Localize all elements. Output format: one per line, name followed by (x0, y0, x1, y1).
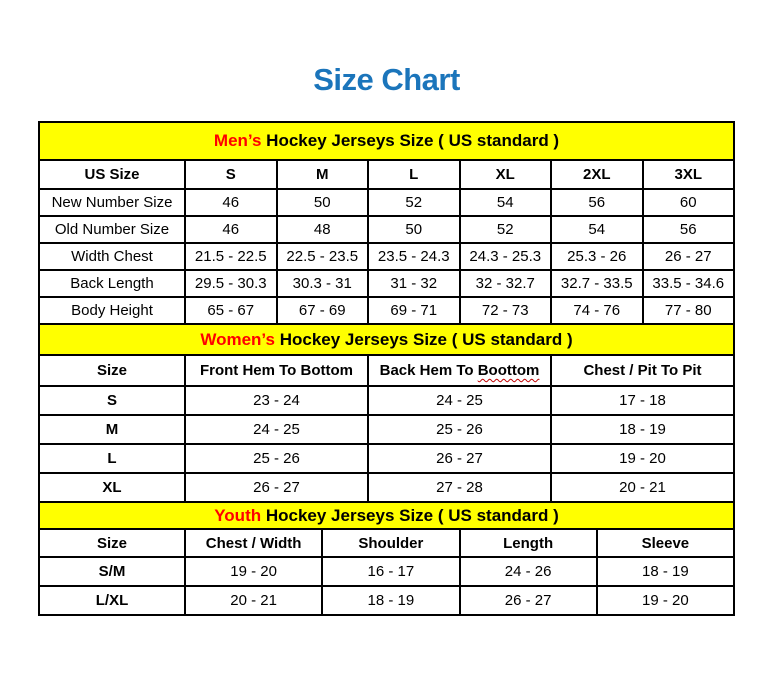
value-cell: 56 (551, 189, 643, 216)
value-cell: 54 (551, 216, 643, 243)
value-cell: 26 - 27 (185, 473, 368, 502)
womens-size-table (38, 354, 735, 503)
size-chart (38, 121, 735, 616)
column-header: L (368, 160, 460, 189)
value-cell: 24 - 25 (368, 386, 551, 415)
value-cell: 18 - 19 (597, 557, 734, 586)
value-cell: 23.5 - 24.3 (368, 243, 460, 270)
column-header: 3XL (643, 160, 735, 189)
misspelled-word: Boottom (477, 362, 540, 379)
value-cell: 26 - 27 (643, 243, 735, 270)
value-cell: 72 - 73 (460, 297, 552, 324)
column-header: Chest / Width (185, 529, 322, 557)
row-label: Body Height (39, 297, 185, 324)
column-header: M (277, 160, 369, 189)
section-heading-womens-accent: Women’s (200, 329, 275, 349)
value-cell: 52 (460, 216, 552, 243)
row-label: Old Number Size (39, 216, 185, 243)
value-cell: 18 - 19 (551, 415, 734, 444)
value-cell: 20 - 21 (551, 473, 734, 502)
mens-size-table (38, 159, 735, 325)
table-row (39, 415, 734, 444)
column-header: Size (39, 355, 185, 386)
column-header: Chest / Pit To Pit (551, 355, 734, 386)
value-cell: 50 (277, 189, 369, 216)
row-label: New Number Size (39, 189, 185, 216)
section-heading-mens (38, 121, 735, 161)
value-cell: 52 (368, 189, 460, 216)
header-row (39, 355, 734, 386)
value-cell: 25 - 26 (368, 415, 551, 444)
table-row (39, 297, 734, 324)
value-cell: 65 - 67 (185, 297, 277, 324)
value-cell: 60 (643, 189, 735, 216)
column-header: Shoulder (322, 529, 459, 557)
value-cell: 77 - 80 (643, 297, 735, 324)
value-cell: 19 - 20 (551, 444, 734, 473)
value-cell: 56 (643, 216, 735, 243)
table-row (39, 557, 734, 586)
value-cell: 54 (460, 189, 552, 216)
column-header: 2XL (551, 160, 643, 189)
column-header: Front Hem To Bottom (185, 355, 368, 386)
row-label: XL (39, 473, 185, 502)
value-cell: 48 (277, 216, 369, 243)
youth-size-table (38, 528, 735, 616)
column-header: Back Hem To Boottom (368, 355, 551, 386)
page-title: Size Chart (313, 62, 460, 97)
column-header: Length (460, 529, 597, 557)
value-cell: 33.5 - 34.6 (643, 270, 735, 297)
value-cell: 25.3 - 26 (551, 243, 643, 270)
value-cell: 25 - 26 (185, 444, 368, 473)
value-cell: 46 (185, 216, 277, 243)
column-header: S (185, 160, 277, 189)
value-cell: 67 - 69 (277, 297, 369, 324)
value-cell: 32 - 32.7 (460, 270, 552, 297)
column-header: XL (460, 160, 552, 189)
row-label: L/XL (39, 586, 185, 615)
row-label: L (39, 444, 185, 473)
header-row (39, 529, 734, 557)
value-cell: 31 - 32 (368, 270, 460, 297)
value-cell: 24 - 26 (460, 557, 597, 586)
value-cell: 24 - 25 (185, 415, 368, 444)
header-row (39, 160, 734, 189)
value-cell: 69 - 71 (368, 297, 460, 324)
table-row (39, 473, 734, 502)
value-cell: 20 - 21 (185, 586, 322, 615)
value-cell: 19 - 20 (185, 557, 322, 586)
value-cell: 26 - 27 (368, 444, 551, 473)
table-row (39, 243, 734, 270)
column-header: Size (39, 529, 185, 557)
table-row (39, 270, 734, 297)
section-heading-youth-rest: Hockey Jerseys Size ( US standard ) (261, 505, 559, 525)
section-heading-mens-accent: Men’s (213, 131, 262, 150)
value-cell: 21.5 - 22.5 (185, 243, 277, 270)
value-cell: 46 (185, 189, 277, 216)
section-heading-womens-rest: Hockey Jerseys Size ( US standard ) (274, 329, 573, 349)
column-header: US Size (39, 160, 185, 189)
table-row (39, 216, 734, 243)
value-cell: 50 (368, 216, 460, 243)
value-cell: 17 - 18 (551, 386, 734, 415)
value-cell: 30.3 - 31 (277, 270, 369, 297)
table-row (39, 586, 734, 615)
section-heading-mens-rest: Hockey Jerseys Size ( US standard ) (261, 131, 560, 150)
row-label: Width Chest (39, 243, 185, 270)
table-row (39, 189, 734, 216)
value-cell: 27 - 28 (368, 473, 551, 502)
value-cell: 16 - 17 (322, 557, 459, 586)
value-cell: 23 - 24 (185, 386, 368, 415)
column-header: Sleeve (597, 529, 734, 557)
section-heading-womens (38, 323, 735, 356)
row-label: S (39, 386, 185, 415)
value-cell: 32.7 - 33.5 (551, 270, 643, 297)
row-label: Back Length (39, 270, 185, 297)
value-cell: 74 - 76 (551, 297, 643, 324)
value-cell: 22.5 - 23.5 (277, 243, 369, 270)
value-cell: 19 - 20 (597, 586, 734, 615)
value-cell: 29.5 - 30.3 (185, 270, 277, 297)
row-label: M (39, 415, 185, 444)
table-row (39, 386, 734, 415)
table-row (39, 444, 734, 473)
row-label: S/M (39, 557, 185, 586)
value-cell: 24.3 - 25.3 (460, 243, 552, 270)
section-heading-youth (38, 501, 735, 530)
section-heading-youth-accent: Youth (214, 505, 262, 525)
value-cell: 18 - 19 (322, 586, 459, 615)
value-cell: 26 - 27 (460, 586, 597, 615)
